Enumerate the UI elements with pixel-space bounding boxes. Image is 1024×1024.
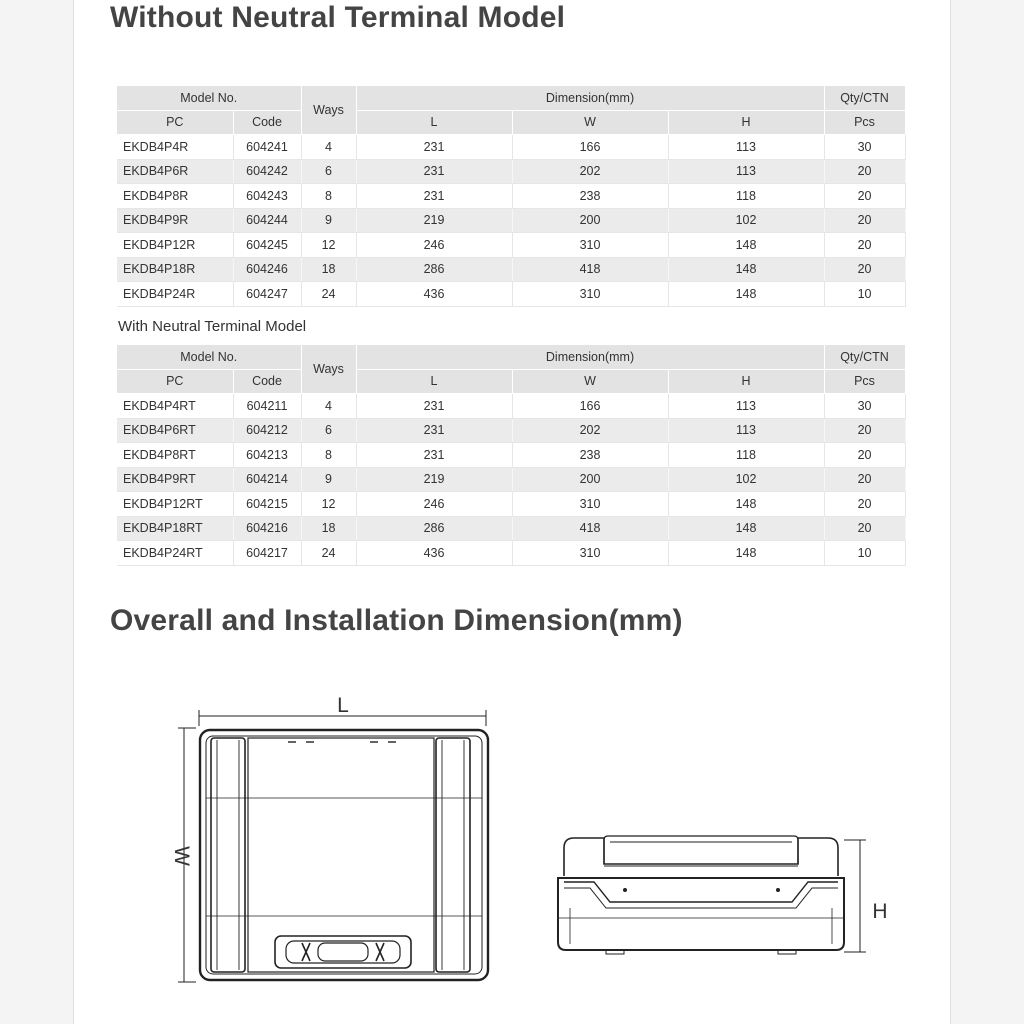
header-model-no: Model No. <box>117 86 301 110</box>
header-dimension: Dimension(mm) <box>356 86 824 110</box>
cell-pc: EKDB4P6RT <box>117 418 233 443</box>
header-pc: PC <box>117 369 233 394</box>
cell-qty: 20 <box>824 418 905 443</box>
cell-qty: 20 <box>824 257 905 282</box>
cell-pc: EKDB4P12RT <box>117 492 233 517</box>
cell-h: 113 <box>668 159 824 184</box>
table-row <box>117 418 905 443</box>
cell-l: 231 <box>356 443 512 468</box>
cell-h: 148 <box>668 233 824 258</box>
table-row <box>117 257 905 282</box>
header-ways: Ways <box>301 86 356 135</box>
table-row <box>117 282 905 307</box>
cell-ways: 8 <box>301 184 356 209</box>
cell-h: 148 <box>668 492 824 517</box>
cell-w: 202 <box>512 159 668 184</box>
cell-h: 113 <box>668 418 824 443</box>
width-label: W <box>170 846 193 866</box>
cell-w: 166 <box>512 394 668 419</box>
top-view-drawing <box>178 710 488 982</box>
cell-code: 604214 <box>233 467 301 492</box>
header-code: Code <box>233 110 301 135</box>
cell-qty: 20 <box>824 443 905 468</box>
table-row <box>117 159 905 184</box>
table-row <box>117 135 905 160</box>
cell-pc: EKDB4P24R <box>117 282 233 307</box>
header-w: W <box>512 369 668 394</box>
cell-ways: 9 <box>301 467 356 492</box>
cell-ways: 18 <box>301 516 356 541</box>
cell-ways: 12 <box>301 233 356 258</box>
cell-ways: 24 <box>301 541 356 566</box>
cell-h: 102 <box>668 467 824 492</box>
cell-qty: 20 <box>824 159 905 184</box>
cell-pc: EKDB4P9RT <box>117 467 233 492</box>
cell-qty: 20 <box>824 492 905 517</box>
cell-code: 604246 <box>233 257 301 282</box>
header-pcs: Pcs <box>824 110 905 135</box>
cell-qty: 20 <box>824 467 905 492</box>
cell-h: 148 <box>668 282 824 307</box>
header-w: W <box>512 110 668 135</box>
side-view-drawing <box>558 836 866 954</box>
cell-qty: 10 <box>824 282 905 307</box>
cell-pc: EKDB4P12R <box>117 233 233 258</box>
cell-code: 604217 <box>233 541 301 566</box>
cell-ways: 4 <box>301 135 356 160</box>
table-row <box>117 233 905 258</box>
cell-h: 148 <box>668 257 824 282</box>
height-label: H <box>872 900 888 923</box>
cell-code: 604212 <box>233 418 301 443</box>
header-h: H <box>668 110 824 135</box>
cell-w: 200 <box>512 467 668 492</box>
cell-pc: EKDB4P8R <box>117 184 233 209</box>
cell-l: 231 <box>356 184 512 209</box>
cell-ways: 18 <box>301 257 356 282</box>
cell-code: 604216 <box>233 516 301 541</box>
header-dimension: Dimension(mm) <box>356 345 824 369</box>
cell-qty: 30 <box>824 394 905 419</box>
cell-l: 286 <box>356 257 512 282</box>
table-row <box>117 394 905 419</box>
spec-table-with-neutral <box>117 345 906 566</box>
cell-l: 436 <box>356 282 512 307</box>
section-title-with-neutral: With Neutral Terminal Model <box>118 318 307 335</box>
cell-l: 231 <box>356 159 512 184</box>
table-row <box>117 516 905 541</box>
header-model-no: Model No. <box>117 345 301 369</box>
cell-h: 102 <box>668 208 824 233</box>
cell-qty: 10 <box>824 541 905 566</box>
cell-pc: EKDB4P18RT <box>117 516 233 541</box>
header-ways: Ways <box>301 345 356 394</box>
cell-code: 604242 <box>233 159 301 184</box>
cell-h: 118 <box>668 184 824 209</box>
section-title-without-neutral: Without Neutral Terminal Model <box>110 1 566 34</box>
cell-h: 118 <box>668 443 824 468</box>
table-row <box>117 208 905 233</box>
cell-l: 231 <box>356 394 512 419</box>
cell-h: 148 <box>668 541 824 566</box>
cell-qty: 20 <box>824 208 905 233</box>
cell-code: 604247 <box>233 282 301 307</box>
cell-code: 604244 <box>233 208 301 233</box>
spec-table-without-neutral <box>117 86 906 307</box>
cell-pc: EKDB4P18R <box>117 257 233 282</box>
table-row <box>117 492 905 517</box>
cell-code: 604245 <box>233 233 301 258</box>
cell-code: 604215 <box>233 492 301 517</box>
cell-h: 113 <box>668 394 824 419</box>
cell-code: 604243 <box>233 184 301 209</box>
cell-code: 604241 <box>233 135 301 160</box>
cell-qty: 30 <box>824 135 905 160</box>
cell-l: 286 <box>356 516 512 541</box>
cell-qty: 20 <box>824 184 905 209</box>
cell-l: 219 <box>356 467 512 492</box>
header-pc: PC <box>117 110 233 135</box>
cell-l: 219 <box>356 208 512 233</box>
cell-ways: 6 <box>301 159 356 184</box>
cell-w: 310 <box>512 282 668 307</box>
cell-pc: EKDB4P6R <box>117 159 233 184</box>
table-row <box>117 467 905 492</box>
header-code: Code <box>233 369 301 394</box>
cell-w: 238 <box>512 443 668 468</box>
dimension-drawing <box>74 680 948 1024</box>
header-qty-ctn: Qty/CTN <box>824 345 905 369</box>
cell-pc: EKDB4P8RT <box>117 443 233 468</box>
cell-h: 113 <box>668 135 824 160</box>
cell-w: 418 <box>512 516 668 541</box>
table-row <box>117 443 905 468</box>
table-row <box>117 184 905 209</box>
cell-ways: 8 <box>301 443 356 468</box>
cell-ways: 6 <box>301 418 356 443</box>
cell-ways: 12 <box>301 492 356 517</box>
cell-w: 202 <box>512 418 668 443</box>
product-spec-page <box>73 0 951 1024</box>
cell-l: 231 <box>356 135 512 160</box>
cell-w: 166 <box>512 135 668 160</box>
header-l: L <box>356 369 512 394</box>
cell-qty: 20 <box>824 233 905 258</box>
cell-pc: EKDB4P9R <box>117 208 233 233</box>
cell-w: 238 <box>512 184 668 209</box>
length-label: L <box>337 694 349 717</box>
cell-l: 246 <box>356 233 512 258</box>
cell-pc: EKDB4P24RT <box>117 541 233 566</box>
header-l: L <box>356 110 512 135</box>
cell-code: 604211 <box>233 394 301 419</box>
cell-l: 231 <box>356 418 512 443</box>
cell-qty: 20 <box>824 516 905 541</box>
cell-w: 310 <box>512 233 668 258</box>
section-title-overall-dimension: Overall and Installation Dimension(mm) <box>110 604 683 637</box>
cell-pc: EKDB4P4RT <box>117 394 233 419</box>
cell-code: 604213 <box>233 443 301 468</box>
cell-ways: 24 <box>301 282 356 307</box>
cell-ways: 4 <box>301 394 356 419</box>
cell-pc: EKDB4P4R <box>117 135 233 160</box>
cell-l: 436 <box>356 541 512 566</box>
header-pcs: Pcs <box>824 369 905 394</box>
cell-l: 246 <box>356 492 512 517</box>
cell-w: 310 <box>512 492 668 517</box>
cell-w: 200 <box>512 208 668 233</box>
header-h: H <box>668 369 824 394</box>
cell-ways: 9 <box>301 208 356 233</box>
cell-h: 148 <box>668 516 824 541</box>
cell-w: 418 <box>512 257 668 282</box>
cell-w: 310 <box>512 541 668 566</box>
table-row <box>117 541 905 566</box>
header-qty-ctn: Qty/CTN <box>824 86 905 110</box>
